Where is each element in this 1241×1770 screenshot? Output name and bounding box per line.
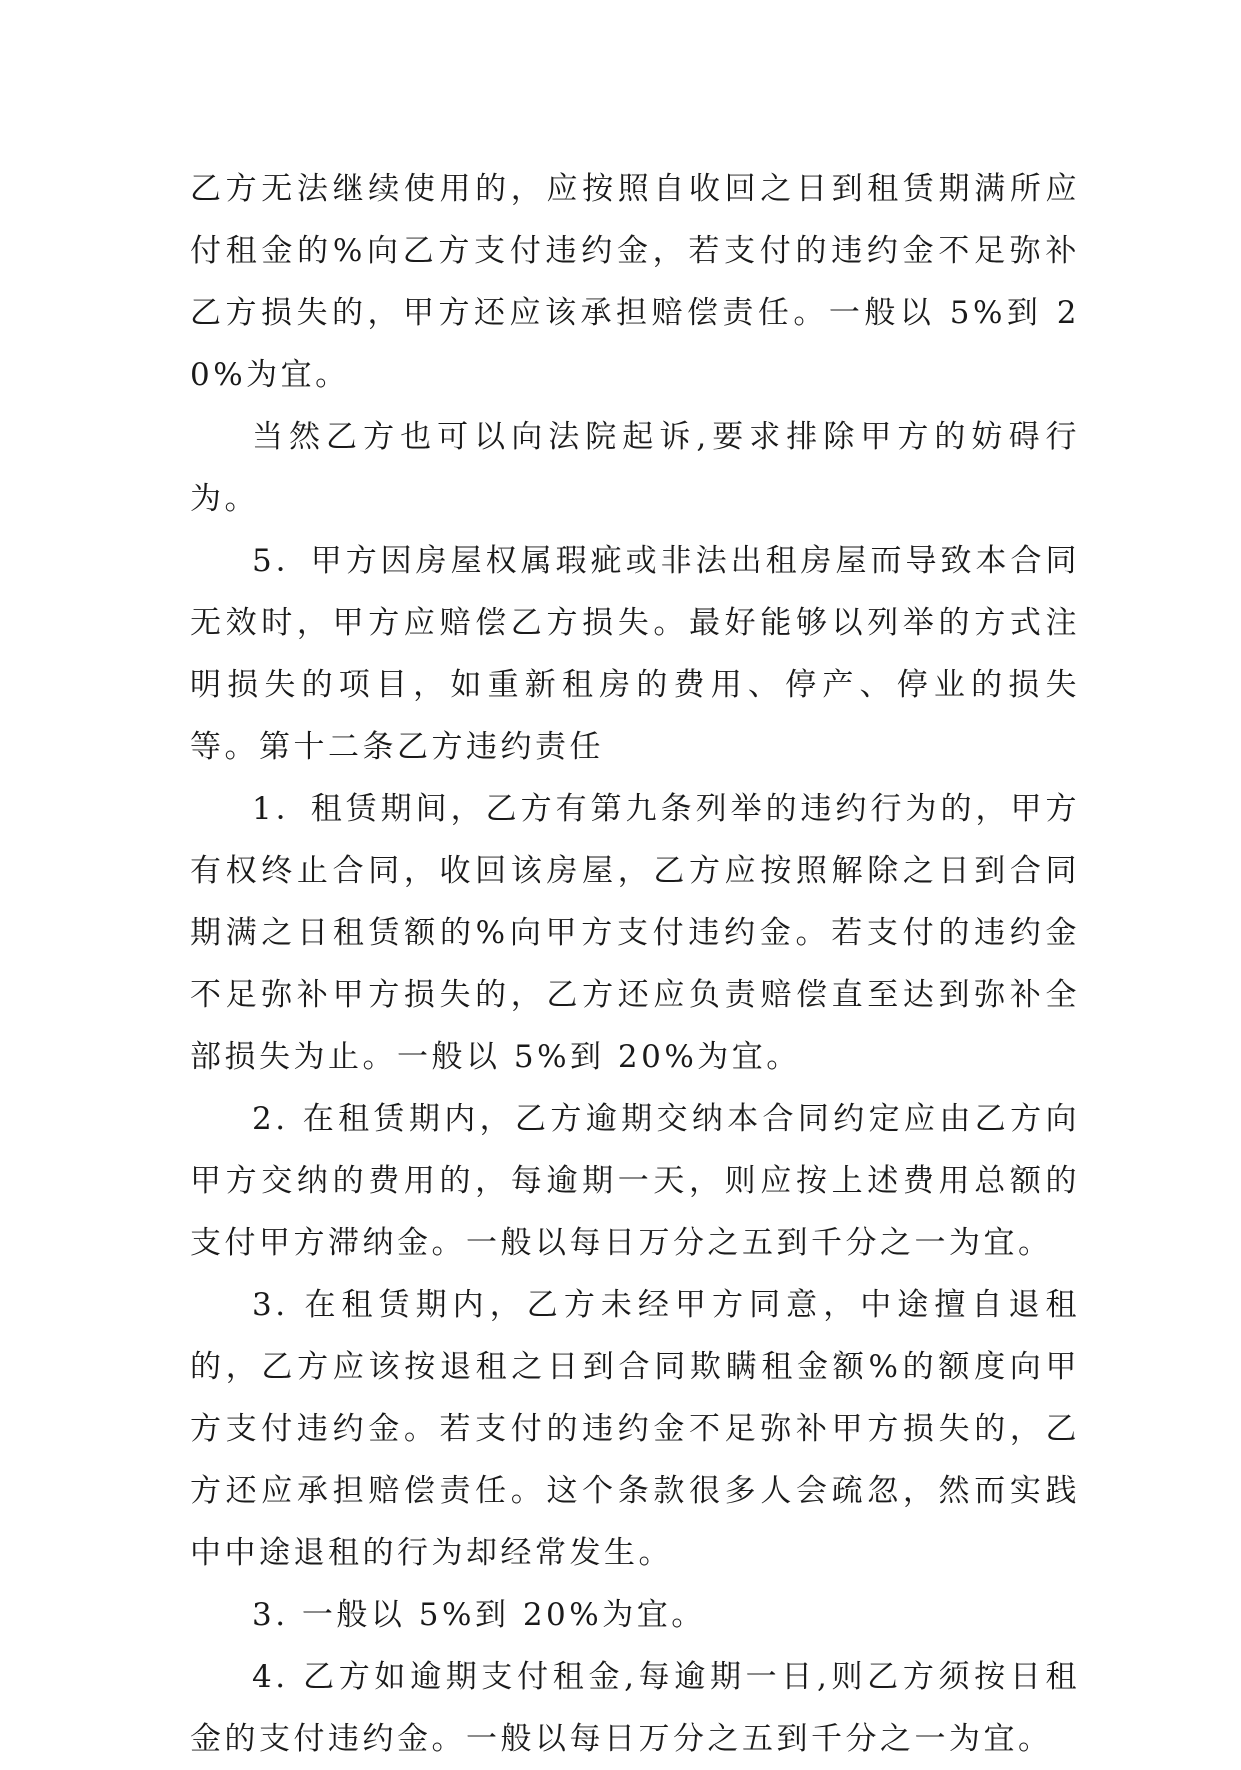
paragraph-clause-3: 3. 在租赁期内，乙方未经甲方同意，中途擅自退租的，乙方应该按退租之日到合同欺瞒租金额%的额度向甲方支付违约金。若支付的违约金不足弥补甲方损失的，乙方还应承担赔偿责任。这个条款很多人会疏忽，然而实践中中途退租的行为却经常发生。 bbox=[190, 1287, 1080, 1571]
paragraph-liquidated-damages-continuation: 乙方无法继续使用的，应按照自收回之日到租赁期满所应付租金的%向乙方支付违约金，若支付的违约金不足弥补乙方损失的，甲方还应该承担赔偿责任。一般以 5%到 20%为宜。 bbox=[190, 171, 1080, 393]
paragraph-clause-3-rate: 3. 一般以 5%到 20%为宜。 bbox=[252, 1597, 706, 1633]
paragraph-clause-2: 2. 在租赁期内，乙方逾期交纳本合同约定应由乙方向甲方交纳的费用的，每逾期一天，则应按上述费用总额的支付甲方滞纳金。一般以每日万分之五到千分之一为宜。 bbox=[190, 1101, 1080, 1261]
paragraph-clause-5: 5．甲方因房屋权属瑕疵或非法出租房屋而导致本合同无效时，甲方应赔偿乙方损失。最好能够以列举的方式注明损失的项目，如重新租房的费用、停产、停业的损失等。第十二条乙方违约责任 bbox=[190, 543, 1080, 765]
paragraph-clause-1: 1．租赁期间，乙方有第九条列举的违约行为的，甲方有权终止合同，收回该房屋，乙方应按照解除之日到合同期满之日租赁额的%向甲方支付违约金。若支付的违约金不足弥补甲方损失的，乙方还应负责赔偿直至达到弥补全部损失为止。一般以 5%到 20%为宜。 bbox=[190, 791, 1080, 1075]
document-body bbox=[190, 158, 1080, 1770]
paragraph-clause-4: 4. 乙方如逾期支付租金,每逾期一日,则乙方须按日租金的支付违约金。一般以每日万分之五到千分之一为宜。 bbox=[190, 1659, 1080, 1757]
paragraph-court-option: 当然乙方也可以向法院起诉,要求排除甲方的妨碍行为。 bbox=[190, 419, 1080, 517]
